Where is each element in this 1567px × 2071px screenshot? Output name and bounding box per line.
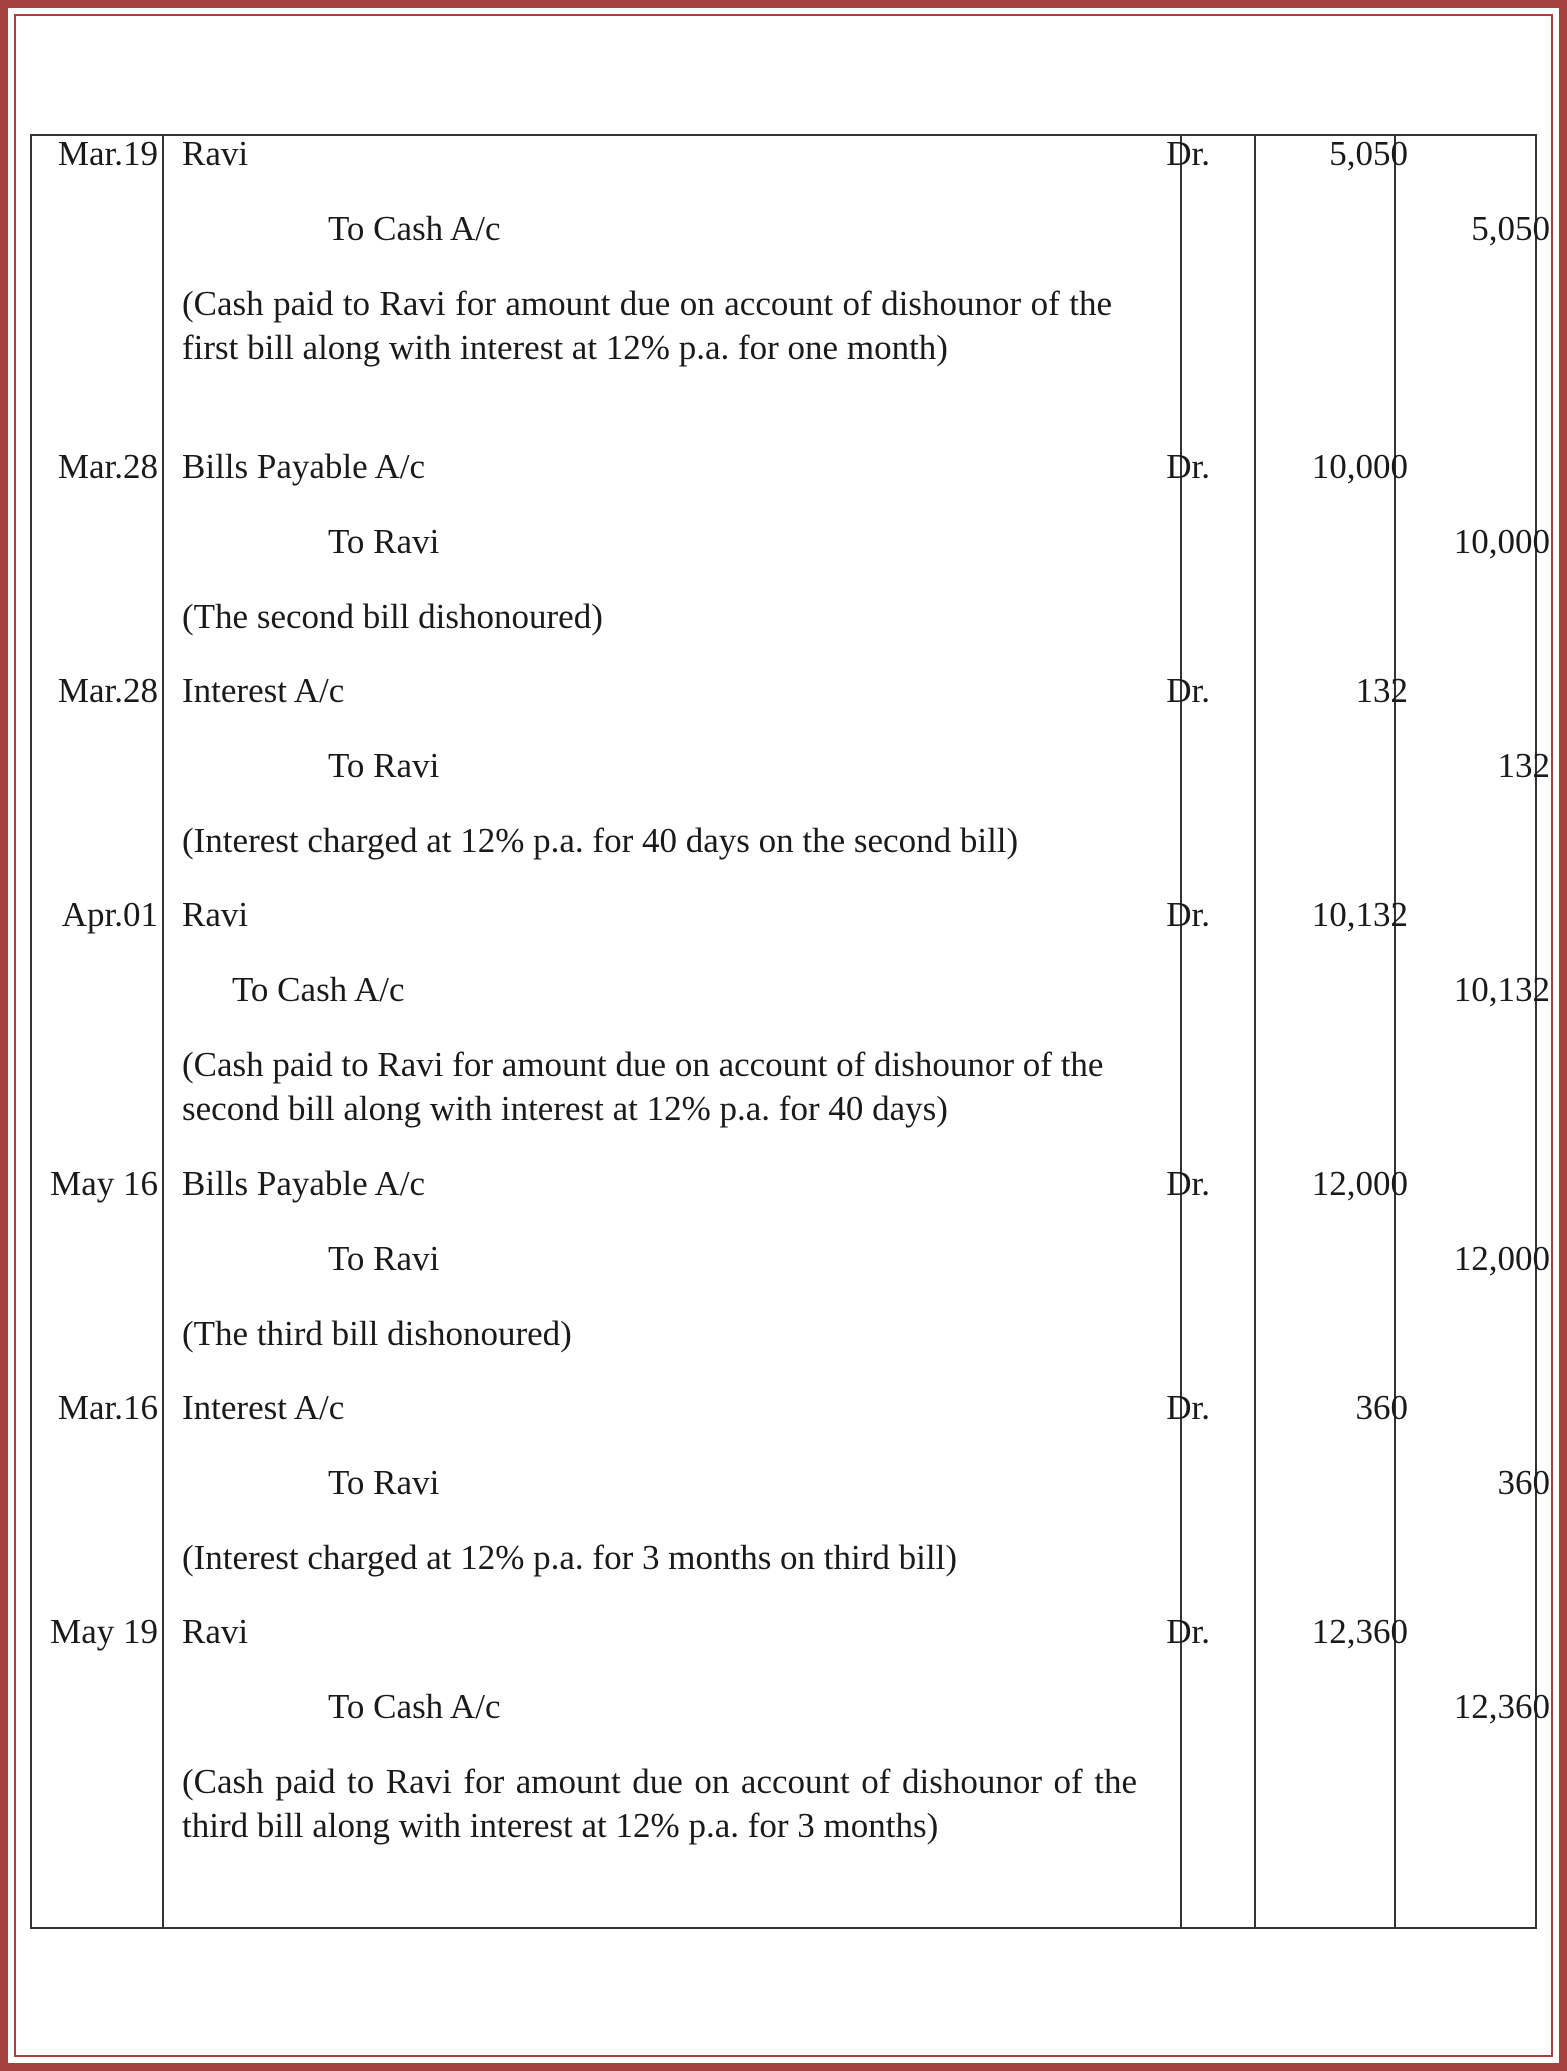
credit-account: To Cash A/c <box>328 209 501 248</box>
entry-date: Mar.28 <box>57 447 158 486</box>
credit-amount: 10,000 <box>1453 522 1550 561</box>
debit-amount: 132 <box>1355 671 1408 710</box>
debit-account: Bills Payable A/c <box>182 447 426 486</box>
entry-date: Mar.16 <box>57 1388 158 1427</box>
entry-narration: (Cash paid to Ravi for amount due on account of dishounor of the third bill along with interest at 12% p.a. for 3 months) <box>182 1762 1137 1845</box>
entry-narration: (The second bill dishonoured) <box>182 597 603 636</box>
entry-date: Mar.28 <box>57 671 158 710</box>
credit-account: To Ravi <box>328 746 440 785</box>
credit-amount: 12,000 <box>1453 1239 1550 1278</box>
dr-label: Dr. <box>1166 1388 1210 1427</box>
debit-account: Interest A/c <box>182 671 345 710</box>
entry-narration: (Cash paid to Ravi for amount due on account of dishounor of the second bill along with interest at 12% p.a. for 40 days) <box>182 1045 1104 1128</box>
journal-table <box>30 134 1550 1929</box>
entry-date: May 16 <box>50 1164 158 1203</box>
credit-account: To Cash A/c <box>232 970 405 1009</box>
debit-amount: 10,000 <box>1311 447 1408 486</box>
column-rule-debit <box>1254 136 1256 1927</box>
dr-label: Dr. <box>1166 1612 1210 1651</box>
entry-narration: (The third bill dishonoured) <box>182 1314 572 1353</box>
column-rule-date <box>162 136 164 1927</box>
debit-account: Bills Payable A/c <box>182 1164 426 1203</box>
dr-label: Dr. <box>1166 447 1210 486</box>
dr-label: Dr. <box>1166 1164 1210 1203</box>
entry-date: May 19 <box>50 1612 158 1651</box>
dr-label: Dr. <box>1166 671 1210 710</box>
entry-narration: (Interest charged at 12% p.a. for 40 days on the second bill) <box>182 821 1019 860</box>
entry-narration: (Cash paid to Ravi for amount due on account of dishounor of the first bill along with interest at 12% p.a. for one month) <box>182 284 1112 367</box>
entry-date: Apr.01 <box>61 895 158 934</box>
dr-label: Dr. <box>1166 134 1210 173</box>
credit-account: To Cash A/c <box>328 1687 501 1726</box>
dr-label: Dr. <box>1166 895 1210 934</box>
credit-account: To Ravi <box>328 1239 440 1278</box>
debit-amount: 12,360 <box>1311 1612 1408 1651</box>
column-rule-credit <box>1394 136 1396 1927</box>
credit-account: To Ravi <box>328 1463 440 1502</box>
credit-amount: 5,050 <box>1471 209 1550 248</box>
debit-account: Ravi <box>182 134 249 173</box>
credit-amount: 12,360 <box>1453 1687 1550 1726</box>
column-rule-lf <box>1180 136 1182 1927</box>
debit-account: Ravi <box>182 1612 249 1651</box>
credit-amount: 360 <box>1497 1463 1550 1502</box>
debit-amount: 360 <box>1355 1388 1408 1427</box>
debit-account: Interest A/c <box>182 1388 345 1427</box>
credit-account: To Ravi <box>328 522 440 561</box>
credit-amount: 10,132 <box>1453 970 1550 1009</box>
entry-date: Mar.19 <box>57 134 158 173</box>
debit-account: Ravi <box>182 895 249 934</box>
entry-narration: (Interest charged at 12% p.a. for 3 months on third bill) <box>182 1538 957 1577</box>
debit-amount: 12,000 <box>1311 1164 1408 1203</box>
credit-amount: 132 <box>1497 746 1550 785</box>
debit-amount: 10,132 <box>1311 895 1408 934</box>
debit-amount: 5,050 <box>1329 134 1408 173</box>
